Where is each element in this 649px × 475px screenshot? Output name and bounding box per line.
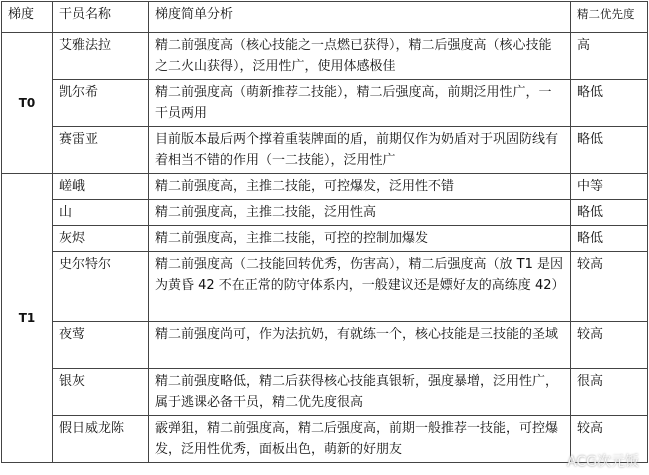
operator-name: 山 [53, 200, 149, 226]
operator-name: 史尔特尔 [53, 252, 149, 322]
table-row [2, 252, 648, 322]
operator-name: 嵯峨 [53, 174, 149, 200]
operator-name: 赛雷亚 [53, 127, 149, 174]
operator-analysis: 精二前强度高，主推二技能，可控的控制加爆发 [149, 226, 571, 252]
operator-priority: 略低 [571, 127, 648, 174]
table-row [2, 80, 648, 127]
header-name: 干员名称 [53, 2, 149, 33]
operator-analysis: 精二前强度略低，精二后获得核心技能真银斩，强度暴增，泛用性广，属于逃课必备干员，精二优先度很高 [149, 369, 571, 416]
table-row [2, 416, 648, 463]
table-row [2, 33, 648, 80]
table-row [2, 174, 648, 200]
operator-analysis: 精二前强度高（二技能回转优秀，伤害高），精二后强度高（放 T1 是因为黄昏 42 不在正常的防守体系内，一般建议还是嫖好友的高练度 42） [149, 252, 571, 322]
operator-priority: 较高 [571, 322, 648, 369]
header-priority: 精二优先度 [571, 2, 648, 33]
header-row [2, 2, 648, 33]
tier-table [1, 1, 648, 463]
operator-analysis: 精二前强度高（核心技能之一点燃已获得），精二后强度高（核心技能之二火山获得），泛用性广，使用体感极佳 [149, 33, 571, 80]
operator-priority: 略低 [571, 200, 648, 226]
tier-label-t1: T1 [2, 174, 53, 463]
operator-name: 艾雅法拉 [53, 33, 149, 80]
operator-name: 凯尔希 [53, 80, 149, 127]
operator-analysis: 精二前强度高，主推二技能，泛用性高 [149, 200, 571, 226]
operator-analysis: 霰弹狙，精二前强度高，精二后强度高，前期一般推荐一技能，可控爆发，泛用性优秀，面板出色，萌新的好朋友 [149, 416, 571, 463]
operator-name: 夜莺 [53, 322, 149, 369]
operator-priority: 较高 [571, 252, 648, 322]
operator-analysis: 目前版本最后两个撑着重装牌面的盾，前期仅作为奶盾对于巩固防线有着相当不错的作用（一二技能），泛用性广 [149, 127, 571, 174]
table-row [2, 369, 648, 416]
tier-label-t0: T0 [2, 33, 53, 174]
operator-priority: 高 [571, 33, 648, 80]
operator-priority: 很高 [571, 369, 648, 416]
table-row [2, 226, 648, 252]
operator-priority: 中等 [571, 174, 648, 200]
table-row [2, 127, 648, 174]
operator-analysis: 精二前强度尚可，作为法抗奶，有就练一个，核心技能是三技能的圣域 [149, 322, 571, 369]
operator-name: 灰烬 [53, 226, 149, 252]
operator-analysis: 精二前强度高，主推二技能，可控爆发，泛用性不错 [149, 174, 571, 200]
watermark: ACG次元饭 [567, 454, 639, 470]
operator-priority: 略低 [571, 226, 648, 252]
header-analysis: 梯度简单分析 [149, 2, 571, 33]
operator-analysis: 精二前强度高（萌新推荐二技能），精二后强度高，前期泛用性广，一干员两用 [149, 80, 571, 127]
table-row [2, 200, 648, 226]
operator-priority: 较高 [571, 416, 648, 463]
operator-name: 银灰 [53, 369, 149, 416]
operator-name: 假日威龙陈 [53, 416, 149, 463]
table-row [2, 322, 648, 369]
operator-priority: 略低 [571, 80, 648, 127]
header-tier: 梯度 [2, 2, 53, 33]
